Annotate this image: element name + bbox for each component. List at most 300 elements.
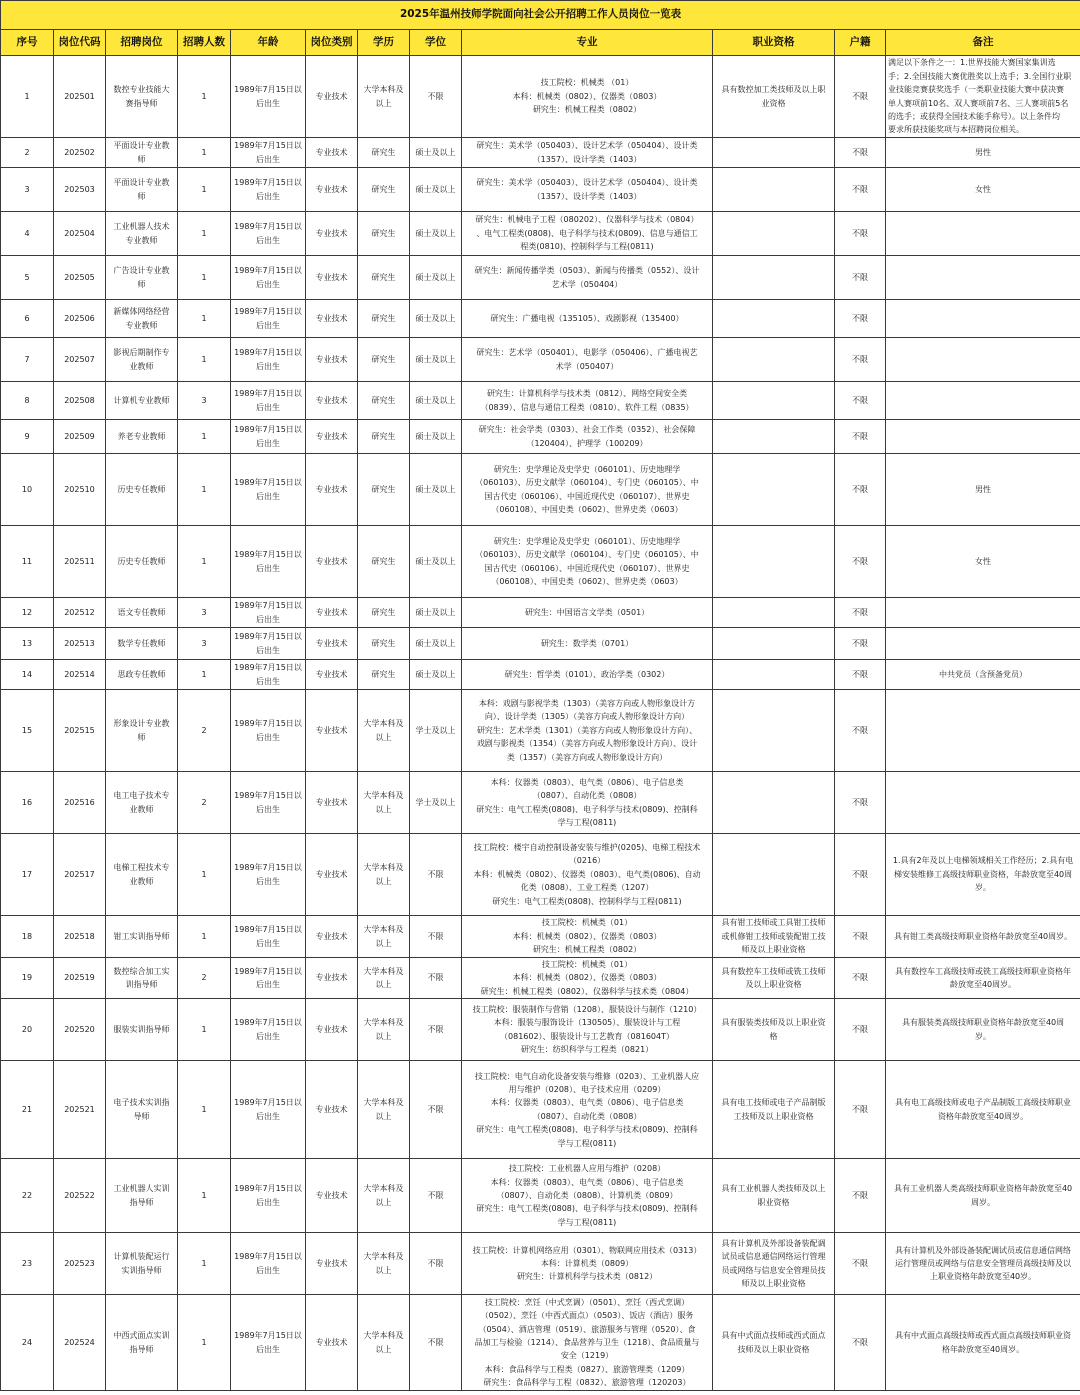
cell-age: 1989年7月15日以 后出生 [231, 690, 306, 772]
cell-major: 研究生：新闻传播学类（0503）、新闻与传播类（0552）、设计 艺术学（050404） [462, 256, 713, 300]
cell-qualification [713, 454, 835, 526]
cell-education: 大学本科及 以上 [358, 1295, 410, 1391]
cell-seq: 13 [1, 628, 54, 660]
cell-code: 202508 [54, 382, 106, 420]
cell-num: 1 [178, 212, 231, 256]
cell-note: 女性 [886, 168, 1080, 212]
cell-note [886, 256, 1080, 300]
cell-degree: 硕士及以上 [410, 138, 462, 168]
cell-code: 202514 [54, 660, 106, 690]
cell-age: 1989年7月15日以 后出生 [231, 916, 306, 958]
cell-qualification [713, 168, 835, 212]
cell-num: 1 [178, 834, 231, 916]
cell-category: 专业技术 [306, 958, 358, 999]
cell-seq: 22 [1, 1159, 54, 1233]
table-row [1, 1233, 1080, 1295]
table-row [1, 772, 1080, 834]
cell-education: 大学本科及 以上 [358, 772, 410, 834]
cell-code: 202516 [54, 772, 106, 834]
cell-huji: 不限 [835, 1061, 886, 1159]
cell-seq: 14 [1, 660, 54, 690]
cell-major: 本科：戏剧与影视学类（1303）（美容方向或人物形象设计方 向）、设计学类（1305）（美容方向或人物形象设计方向） 研究生：艺术学类（1301）（美容方向或人物形象设计方向）、 戏剧与影视类（1354）（美容方向或人物形象设计方向）、设计 类（1357）（美容方向或人物形象设计方向） [462, 690, 713, 772]
cell-qualification [713, 772, 835, 834]
cell-num: 2 [178, 772, 231, 834]
cell-qualification: 具有钳工技师或工具钳工技师 或机修钳工技师或装配钳工技 师及以上职业资格 [713, 916, 835, 958]
cell-post: 数控综合加工实 训指导师 [106, 958, 178, 999]
cell-category: 专业技术 [306, 300, 358, 338]
cell-note: 具有数控车工高级技师或铣工高级技师职业资格年 龄放宽至40周岁。 [886, 958, 1080, 999]
cell-seq: 15 [1, 690, 54, 772]
cell-qualification: 具有计算机及外部设备装配调 试员或信息通信网络运行管理 员或网络与信息安全管理员技 师及以上职业资格 [713, 1233, 835, 1295]
cell-degree: 硕士及以上 [410, 212, 462, 256]
cell-education: 研究生 [358, 338, 410, 382]
cell-age: 1989年7月15日以 后出生 [231, 300, 306, 338]
cell-age: 1989年7月15日以 后出生 [231, 526, 306, 598]
cell-major: 技工院校：电气自动化设备安装与维修（0203）、工业机器人应 用与维护（0208）、电子技术应用（0209） 本科：仪器类（0803）、电气类（0806）、电子信息类 （0807）、自动化类（0808） 研究生：电气工程类(0808)、电子科学与技术(0809)、控制科 学与工程(0811) [462, 1061, 713, 1159]
cell-code: 202501 [54, 56, 106, 138]
cell-education: 研究生 [358, 138, 410, 168]
cell-note [886, 338, 1080, 382]
cell-qualification [713, 660, 835, 690]
cell-age: 1989年7月15日以 后出生 [231, 168, 306, 212]
cell-huji: 不限 [835, 300, 886, 338]
cell-code: 202519 [54, 958, 106, 999]
cell-post: 中西式面点实训 指导师 [106, 1295, 178, 1391]
cell-post: 工业机器人技术 专业教师 [106, 212, 178, 256]
cell-huji: 不限 [835, 772, 886, 834]
cell-post: 新媒体网络经营 专业教师 [106, 300, 178, 338]
header-num: 招聘人数 [178, 30, 231, 56]
cell-major: 研究生：哲学类（0101）、政治学类（0302） [462, 660, 713, 690]
cell-qualification [713, 138, 835, 168]
cell-note: 具有服装类高级技师职业资格年龄放宽至40周 岁。 [886, 999, 1080, 1061]
cell-num: 1 [178, 916, 231, 958]
cell-code: 202509 [54, 420, 106, 454]
cell-seq: 12 [1, 598, 54, 628]
header-category: 岗位类别 [306, 30, 358, 56]
header-huji: 户籍 [835, 30, 886, 56]
table-row [1, 526, 1080, 598]
table-row [1, 660, 1080, 690]
cell-huji: 不限 [835, 1295, 886, 1391]
cell-post: 工业机器人实训 指导师 [106, 1159, 178, 1233]
cell-post: 养老专业教师 [106, 420, 178, 454]
cell-major: 技工院校：机械类 （01） 本科：机械类（0802）、仪器类（0803） 研究生：机械工程类（0802） [462, 56, 713, 138]
cell-huji: 不限 [835, 454, 886, 526]
cell-degree: 硕士及以上 [410, 660, 462, 690]
cell-qualification [713, 212, 835, 256]
cell-post: 语文专任教师 [106, 598, 178, 628]
cell-education: 大学本科及 以上 [358, 56, 410, 138]
cell-category: 专业技术 [306, 454, 358, 526]
table-row [1, 1159, 1080, 1233]
table-title: 2025年温州技师学院面向社会公开招聘工作人员岗位一览表 [1, 1, 1080, 30]
cell-post: 服装实训指导师 [106, 999, 178, 1061]
cell-code: 202522 [54, 1159, 106, 1233]
cell-education: 大学本科及 以上 [358, 1233, 410, 1295]
cell-post: 思政专任教师 [106, 660, 178, 690]
cell-huji: 不限 [835, 526, 886, 598]
cell-seq: 5 [1, 256, 54, 300]
cell-degree: 硕士及以上 [410, 168, 462, 212]
cell-age: 1989年7月15日以 后出生 [231, 138, 306, 168]
cell-age: 1989年7月15日以 后出生 [231, 420, 306, 454]
cell-seq: 2 [1, 138, 54, 168]
cell-degree: 不限 [410, 1295, 462, 1391]
cell-note [886, 628, 1080, 660]
cell-category: 专业技术 [306, 56, 358, 138]
cell-qualification [713, 300, 835, 338]
cell-education: 研究生 [358, 256, 410, 300]
cell-seq: 6 [1, 300, 54, 338]
cell-major: 研究生：社会学类（0303）、社会工作类（0352）、社会保障 （120404）、护理学（100209） [462, 420, 713, 454]
table-row [1, 382, 1080, 420]
cell-education: 研究生 [358, 454, 410, 526]
cell-category: 专业技术 [306, 1233, 358, 1295]
table-row [1, 256, 1080, 300]
cell-qualification: 具有电工技师或电子产品制版 工技师及以上职业资格 [713, 1061, 835, 1159]
cell-degree: 不限 [410, 834, 462, 916]
cell-category: 专业技术 [306, 834, 358, 916]
cell-qualification [713, 834, 835, 916]
header-degree: 学位 [410, 30, 462, 56]
cell-num: 1 [178, 660, 231, 690]
cell-huji: 不限 [835, 834, 886, 916]
cell-category: 专业技术 [306, 916, 358, 958]
table-row [1, 999, 1080, 1061]
cell-post: 广告设计专业教 师 [106, 256, 178, 300]
cell-num: 1 [178, 56, 231, 138]
cell-post: 平面设计专业教 师 [106, 168, 178, 212]
cell-seq: 18 [1, 916, 54, 958]
cell-huji: 不限 [835, 628, 886, 660]
cell-major: 技工院校：烹饪（中式烹调）（0501）、烹饪（西式烹调） （0502）、烹饪（中西式面点）（0503）、饭店（酒店）服务 （0504）、酒店管理（0519）、旅游服务与管理（0520）、食 品加工与检验（1214）、食品营养与卫生（1218）、食品质量与 安全（1219） 本科：食品科学与工程类（0827）、旅游管理类（1209） 研究生：食品科学与工程（0832）、旅游管理（120203） [462, 1295, 713, 1391]
cell-num: 1 [178, 454, 231, 526]
cell-degree: 不限 [410, 1233, 462, 1295]
cell-note: 具有电工高级技师或电子产品制版工高级技师职业 资格年龄放宽至40周岁。 [886, 1061, 1080, 1159]
cell-code: 202503 [54, 168, 106, 212]
cell-num: 1 [178, 1061, 231, 1159]
table-row [1, 690, 1080, 772]
table-row [1, 958, 1080, 999]
cell-seq: 8 [1, 382, 54, 420]
cell-category: 专业技术 [306, 420, 358, 454]
cell-code: 202504 [54, 212, 106, 256]
cell-age: 1989年7月15日以 后出生 [231, 338, 306, 382]
cell-num: 2 [178, 958, 231, 999]
cell-age: 1989年7月15日以 后出生 [231, 834, 306, 916]
cell-note [886, 420, 1080, 454]
cell-qualification [713, 690, 835, 772]
table-row [1, 56, 1080, 138]
cell-seq: 3 [1, 168, 54, 212]
cell-code: 202506 [54, 300, 106, 338]
cell-post: 钳工实训指导师 [106, 916, 178, 958]
cell-education: 大学本科及 以上 [358, 690, 410, 772]
cell-note [886, 212, 1080, 256]
cell-education: 研究生 [358, 300, 410, 338]
cell-post: 电梯工程技术专 业教师 [106, 834, 178, 916]
cell-code: 202517 [54, 834, 106, 916]
table-row [1, 168, 1080, 212]
cell-note [886, 300, 1080, 338]
table-row [1, 454, 1080, 526]
cell-education: 大学本科及 以上 [358, 958, 410, 999]
header-age: 年龄 [231, 30, 306, 56]
cell-code: 202510 [54, 454, 106, 526]
cell-category: 专业技术 [306, 212, 358, 256]
header-post: 招聘岗位 [106, 30, 178, 56]
cell-degree: 学士及以上 [410, 772, 462, 834]
cell-major: 研究生：艺术学（050401）、电影学（050406）、广播电视艺 术学（050407） [462, 338, 713, 382]
cell-qualification [713, 382, 835, 420]
cell-age: 1989年7月15日以 后出生 [231, 1233, 306, 1295]
cell-age: 1989年7月15日以 后出生 [231, 382, 306, 420]
cell-huji: 不限 [835, 999, 886, 1061]
cell-post: 数学专任教师 [106, 628, 178, 660]
cell-post: 影视后期制作专 业教师 [106, 338, 178, 382]
cell-category: 专业技术 [306, 168, 358, 212]
cell-major: 技工院校：服装制作与营销（1208）、服装设计与制作（1210） 本科：服装与服饰设计（130505）、服装设计与工程 （081602）、服装设计与工艺教育（081604T） 研究生：纺织科学与工程类（0821） [462, 999, 713, 1061]
cell-category: 专业技术 [306, 382, 358, 420]
cell-note [886, 382, 1080, 420]
cell-seq: 17 [1, 834, 54, 916]
cell-num: 1 [178, 999, 231, 1061]
cell-note: 具有工业机器人类高级技师职业资格年龄放宽至40 周岁。 [886, 1159, 1080, 1233]
cell-num: 1 [178, 1295, 231, 1391]
cell-seq: 11 [1, 526, 54, 598]
cell-age: 1989年7月15日以 后出生 [231, 454, 306, 526]
cell-code: 202507 [54, 338, 106, 382]
table-body [1, 56, 1080, 1391]
cell-code: 202515 [54, 690, 106, 772]
cell-huji: 不限 [835, 382, 886, 420]
cell-category: 专业技术 [306, 338, 358, 382]
cell-education: 大学本科及 以上 [358, 916, 410, 958]
cell-code: 202521 [54, 1061, 106, 1159]
cell-education: 大学本科及 以上 [358, 999, 410, 1061]
cell-seq: 24 [1, 1295, 54, 1391]
cell-num: 1 [178, 420, 231, 454]
cell-seq: 21 [1, 1061, 54, 1159]
cell-note: 具有钳工类高级技师职业资格年龄放宽至40周岁。 [886, 916, 1080, 958]
cell-age: 1989年7月15日以 后出生 [231, 598, 306, 628]
cell-qualification: 具有工业机器人类技师及以上 职业资格 [713, 1159, 835, 1233]
cell-qualification: 具有数控加工类技师及以上职 业资格 [713, 56, 835, 138]
header-note: 备注 [886, 30, 1080, 56]
cell-num: 1 [178, 256, 231, 300]
cell-education: 研究生 [358, 660, 410, 690]
cell-education: 大学本科及 以上 [358, 834, 410, 916]
cell-degree: 不限 [410, 1061, 462, 1159]
cell-note: 1.具有2年及以上电梯领域相关工作经历；2.具有电 梯安装维修工高级技师职业资格，年龄放宽至40周 岁。 [886, 834, 1080, 916]
cell-qualification: 具有数控车工技师或铣工技师 及以上职业资格 [713, 958, 835, 999]
cell-age: 1989年7月15日以 后出生 [231, 999, 306, 1061]
cell-age: 1989年7月15日以 后出生 [231, 1061, 306, 1159]
cell-major: 研究生：史学理论及史学史（060101）、历史地理学 （060103）、历史文献学（060104）、专门史（060105）、中 国古代史（060106）、中国近现代史（060107）、世界史 （060108）、中国史类（0602）、世界史类（0603） [462, 526, 713, 598]
cell-num: 3 [178, 382, 231, 420]
cell-huji: 不限 [835, 916, 886, 958]
cell-huji: 不限 [835, 168, 886, 212]
cell-huji: 不限 [835, 420, 886, 454]
header-education: 学历 [358, 30, 410, 56]
cell-note [886, 598, 1080, 628]
cell-major: 技工院校：机械类（01） 本科：机械类（0802）、仪器类（0803） 研究生：机械工程类（0802） [462, 916, 713, 958]
cell-post: 平面设计专业教 师 [106, 138, 178, 168]
cell-code: 202518 [54, 916, 106, 958]
cell-category: 专业技术 [306, 660, 358, 690]
cell-age: 1989年7月15日以 后出生 [231, 56, 306, 138]
cell-num: 3 [178, 628, 231, 660]
header-major: 专业 [462, 30, 713, 56]
cell-code: 202520 [54, 999, 106, 1061]
cell-degree: 硕士及以上 [410, 300, 462, 338]
cell-category: 专业技术 [306, 628, 358, 660]
cell-num: 3 [178, 598, 231, 628]
cell-post: 历史专任教师 [106, 454, 178, 526]
cell-major: 研究生：机械电子工程（080202）、仪器科学与技术（0804） 、电气工程类(0808)、电子科学与技术(0809)、信息与通信工 程类(0810)、控制科学与工程(0811) [462, 212, 713, 256]
cell-qualification: 具有中式面点技师或西式面点 技师及以上职业资格 [713, 1295, 835, 1391]
cell-note [886, 690, 1080, 772]
cell-major: 研究生：美术学（050403）、设计艺术学（050404）、设计类 （1357）、设计学类（1403） [462, 138, 713, 168]
cell-degree: 硕士及以上 [410, 628, 462, 660]
cell-category: 专业技术 [306, 526, 358, 598]
cell-major: 研究生：广播电视（135105）、戏剧影视（135400） [462, 300, 713, 338]
cell-huji: 不限 [835, 690, 886, 772]
cell-note: 男性 [886, 138, 1080, 168]
cell-education: 研究生 [358, 168, 410, 212]
table-row [1, 1295, 1080, 1391]
cell-code: 202512 [54, 598, 106, 628]
cell-post: 计算机装配运行 实训指导师 [106, 1233, 178, 1295]
table-row [1, 628, 1080, 660]
cell-qualification [713, 628, 835, 660]
cell-seq: 19 [1, 958, 54, 999]
table-row [1, 138, 1080, 168]
cell-code: 202502 [54, 138, 106, 168]
table-row [1, 1061, 1080, 1159]
cell-num: 2 [178, 690, 231, 772]
cell-code: 202523 [54, 1233, 106, 1295]
table-row [1, 598, 1080, 628]
cell-category: 专业技术 [306, 999, 358, 1061]
table-row [1, 420, 1080, 454]
cell-num: 1 [178, 168, 231, 212]
header-seq: 序号 [1, 30, 54, 56]
cell-huji: 不限 [835, 1159, 886, 1233]
cell-code: 202511 [54, 526, 106, 598]
cell-code: 202505 [54, 256, 106, 300]
cell-age: 1989年7月15日以 后出生 [231, 628, 306, 660]
cell-num: 1 [178, 138, 231, 168]
cell-major: 技工院校：机械类（01） 本科：机械类（0802）、仪器类（0803） 研究生：机械工程类（0802）、仪器科学与技术类（0804） [462, 958, 713, 999]
cell-qualification [713, 338, 835, 382]
cell-age: 1989年7月15日以 后出生 [231, 772, 306, 834]
cell-code: 202513 [54, 628, 106, 660]
cell-huji: 不限 [835, 598, 886, 628]
cell-category: 专业技术 [306, 1061, 358, 1159]
cell-seq: 16 [1, 772, 54, 834]
header-row [1, 30, 1080, 56]
cell-post: 电子技术实训指 导师 [106, 1061, 178, 1159]
cell-qualification: 具有服装类技师及以上职业资 格 [713, 999, 835, 1061]
cell-category: 专业技术 [306, 1295, 358, 1391]
cell-seq: 20 [1, 999, 54, 1061]
cell-note: 满足以下条件之一：1.世界技能大赛国家集训选 手；2.全国技能大赛优胜奖以上选手；3.全国行业职 业技能竞赛获奖选手（一类职业技能大赛中获决赛 单人赛项前10名、双人赛项前7名、三人赛项前5名 的选手；或获得全国技术能手称号）。以上条件均 要求所获技能奖项与本招聘岗位相关。 [886, 56, 1080, 138]
cell-major: 技工院校：计算机网络应用（0301）、物联网应用技术（0313） 本科：计算机类（0809） 研究生：计算机科学与技术类（0812） [462, 1233, 713, 1295]
cell-major: 技工院校：楼宇自动控制设备安装与维护(0205)、电梯工程技术 （0216） 本科：机械类（0802）、仪器类（0803）、电气类(0806)、自动 化类（0808）、工业工程类（1207） 研究生：电气工程类(0808)、控制科学与工程(0811) [462, 834, 713, 916]
cell-education: 研究生 [358, 526, 410, 598]
cell-major: 研究生：中国语言文学类（0501） [462, 598, 713, 628]
cell-huji: 不限 [835, 212, 886, 256]
cell-seq: 10 [1, 454, 54, 526]
table-row [1, 212, 1080, 256]
cell-huji: 不限 [835, 1233, 886, 1295]
cell-qualification [713, 420, 835, 454]
cell-huji: 不限 [835, 256, 886, 300]
cell-num: 1 [178, 1233, 231, 1295]
cell-qualification [713, 598, 835, 628]
cell-degree: 硕士及以上 [410, 420, 462, 454]
cell-category: 专业技术 [306, 598, 358, 628]
cell-major: 研究生：数学类（0701） [462, 628, 713, 660]
table-row [1, 916, 1080, 958]
cell-age: 1989年7月15日以 后出生 [231, 958, 306, 999]
cell-degree: 硕士及以上 [410, 256, 462, 300]
cell-category: 专业技术 [306, 690, 358, 772]
cell-qualification [713, 526, 835, 598]
cell-note: 男性 [886, 454, 1080, 526]
cell-post: 历史专任教师 [106, 526, 178, 598]
cell-post: 计算机专业教师 [106, 382, 178, 420]
cell-post: 电工电子技术专 业教师 [106, 772, 178, 834]
cell-note: 具有计算机及外部设备装配调试员或信息通信网络 运行管理员或网络与信息安全管理员高级技师及以 上职业资格年龄放宽至40岁。 [886, 1233, 1080, 1295]
title-row [1, 1, 1080, 30]
cell-degree: 不限 [410, 916, 462, 958]
cell-degree: 硕士及以上 [410, 598, 462, 628]
cell-huji: 不限 [835, 660, 886, 690]
cell-degree: 不限 [410, 958, 462, 999]
cell-age: 1989年7月15日以 后出生 [231, 660, 306, 690]
cell-education: 研究生 [358, 212, 410, 256]
cell-seq: 1 [1, 56, 54, 138]
cell-category: 专业技术 [306, 1159, 358, 1233]
cell-major: 研究生：美术学（050403）、设计艺术学（050404）、设计类 （1357）、设计学类（1403） [462, 168, 713, 212]
cell-seq: 4 [1, 212, 54, 256]
cell-education: 大学本科及 以上 [358, 1061, 410, 1159]
cell-category: 专业技术 [306, 138, 358, 168]
cell-education: 研究生 [358, 598, 410, 628]
cell-age: 1989年7月15日以 后出生 [231, 1295, 306, 1391]
cell-num: 1 [178, 300, 231, 338]
cell-post: 形象设计专业教 师 [106, 690, 178, 772]
cell-age: 1989年7月15日以 后出生 [231, 256, 306, 300]
cell-huji: 不限 [835, 958, 886, 999]
cell-education: 大学本科及 以上 [358, 1159, 410, 1233]
cell-degree: 硕士及以上 [410, 454, 462, 526]
cell-huji: 不限 [835, 56, 886, 138]
cell-seq: 9 [1, 420, 54, 454]
cell-huji: 不限 [835, 338, 886, 382]
cell-seq: 7 [1, 338, 54, 382]
table-row [1, 338, 1080, 382]
header-qualification: 职业资格 [713, 30, 835, 56]
cell-huji: 不限 [835, 138, 886, 168]
cell-num: 1 [178, 1159, 231, 1233]
cell-category: 专业技术 [306, 256, 358, 300]
cell-degree: 硕士及以上 [410, 338, 462, 382]
cell-age: 1989年7月15日以 后出生 [231, 1159, 306, 1233]
